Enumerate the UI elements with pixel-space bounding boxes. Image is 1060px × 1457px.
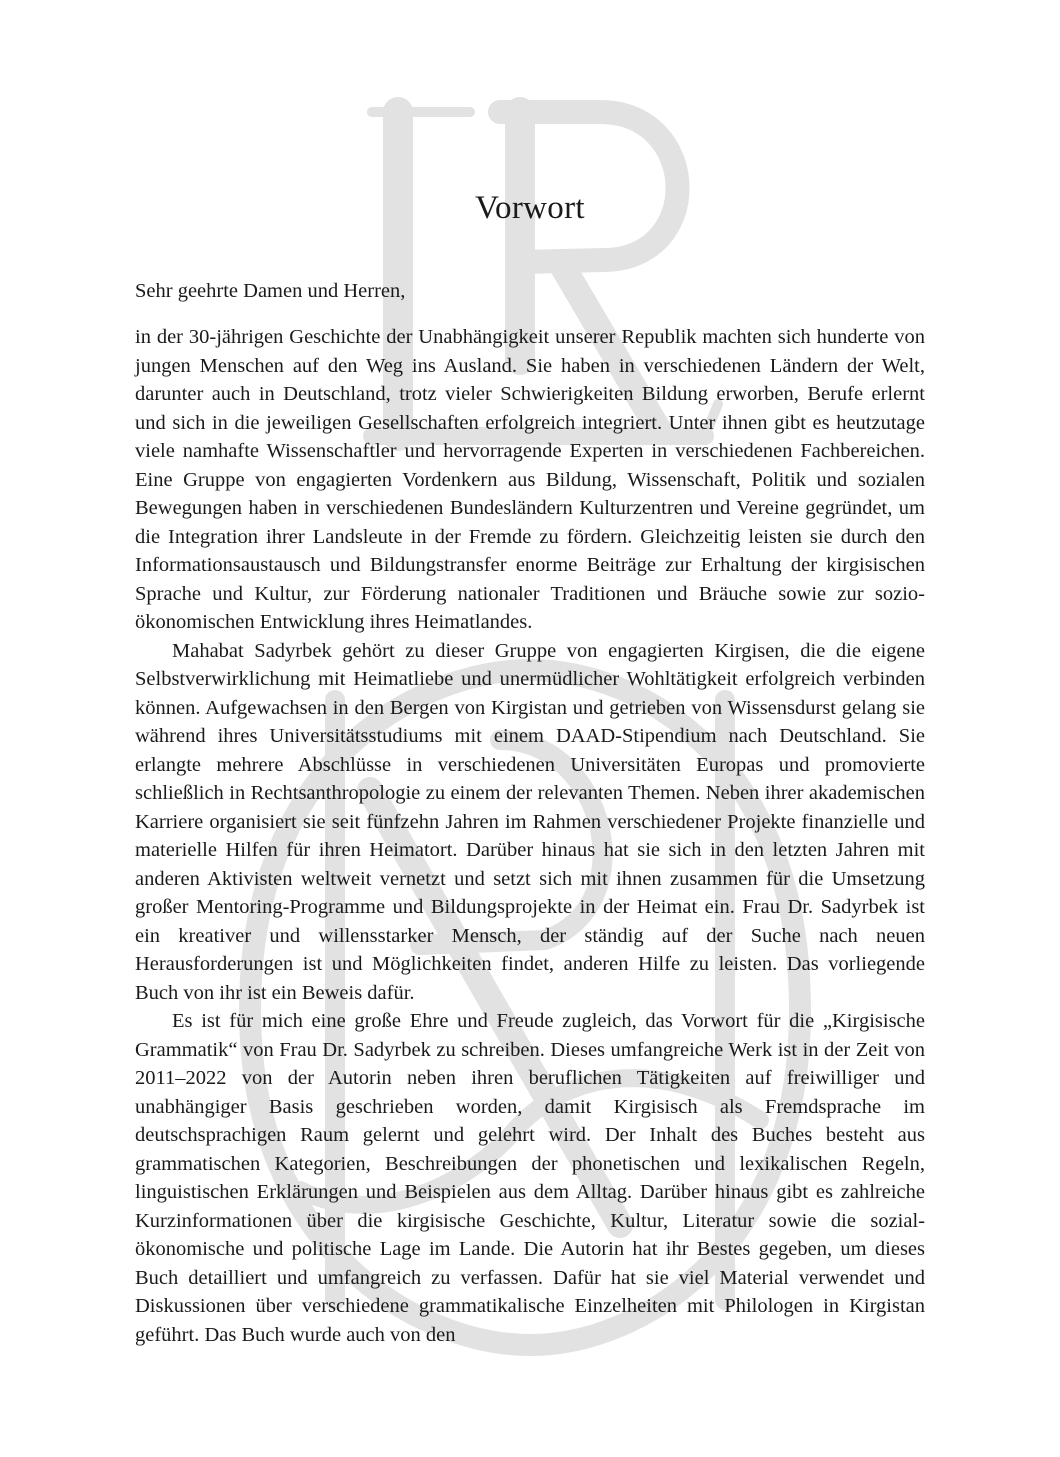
paragraph: Es ist für mich eine große Ehre und Freude zugleich, das Vorwort für die „Kirgisische Grammatik“ von Frau Dr. Sadyrbek zu schreiben. Dieses umfangreiche Werk ist in der Zeit von 2011–2022 von der Autorin neben ihren beruflichen Tätigkeiten auf freiwilliger und unabhängiger Basis geschrieben worden, damit Kirgisisch als Fremdsprache im deutschsprachigen Raum gelernt und gelehrt wird. Der Inhalt des Buches besteht aus grammatischen Kategorien, Beschreibungen der phonetischen und lexikalischen Regeln, linguistischen Erklärungen und Beispielen aus dem Alltag. Darüber hinaus gibt es zahlreiche Kurzinformationen über die kirgisische Geschichte, Kultur, Literatur sowie die sozial-ökonomische und politische Lage im Lande. Die Autorin hat ihr Bestes gegeben, um dieses Buch detailliert und umfangreich zu verfassen. Dafür hat sie viel Material verwendet und Diskussionen über verschiedene grammatikalische Einzelheiten mit Philologen in Kirgistan geführt. Das Buch wurde auch von den [135, 1010, 925, 1346]
body-text [135, 323, 925, 1349]
salutation: Sehr geehrte Damen und Herren, [135, 280, 406, 302]
page-title: Vorwort [475, 190, 585, 226]
paragraph: in der 30-jährigen Geschichte der Unabhängigkeit unserer Republik machten sich hunderte von jungen Menschen auf den Weg ins Ausland. Sie haben in verschiedenen Ländern der Welt, darunter auch in Deutschland, trotz vieler Schwierigkeiten Bildung erworben, Berufe erlernt und sich in die jeweiligen Gesellschaften erfolgreich integriert. Unter ihnen gibt es heutzutage viele namhafte Wissenschaftler und hervorragende Experten in verschiedenen Fachbereichen. Eine Gruppe von engagierten Vordenkern aus Bildung, Wissenschaft, Politik und sozialen Bewegungen haben in verschiedenen Bundesländern Kulturzentren und Vereine gegründet, um die Integration ihrer Landsleute in der Fremde zu fördern. Gleichzeitig leisten sie durch den Informationsaustausch und Bildungstransfer enorme Beiträge zur Erhaltung der kirgisischen Sprache und Kultur, zur Förderung nationaler Traditionen und Bräuche sowie zur sozio-ökonomischen Entwicklung ihres Heimatlandes. [135, 326, 925, 633]
paragraph: Mahabat Sadyrbek gehört zu dieser Gruppe von engagierten Kirgisen, die die eigene Selbstverwirklichung mit Heimatliebe und unermüdlicher Wohltätigkeit erfolgreich verbinden können. Aufgewachsen in den Bergen von Kirgistan und getrieben von Wissensdurst gelang sie während ihres Universitätsstudiums mit einem DAAD-Stipendium nach Deutschland. Sie erlangte mehrere Abschlüsse in verschiedenen Universitäten Europas und promovierte schließlich in Rechtsanthropologie zu einem der relevanten Themen. Neben ihrer akademischen Karriere organisiert sie seit fünfzehn Jahren im Rahmen verschiedener Projekte finanzielle und materielle Hilfen für ihren Heimatort. Darüber hinaus hat sie sich in den letzten Jahren mit anderen Aktivisten weltweit vernetzt und setzt sich mit ihnen zusammen für die Umsetzung großer Mentoring-Programme und Bildungsprojekte in der Heimat ein. Frau Dr. Sadyrbek ist ein kreativer und willensstarker Mensch, der ständig auf der Suche nach neuen Herausforderungen ist und Möglichkeiten findet, anderen Hilfe zu leisten. Das vorliegende Buch von ihr ist ein Beweis dafür. [135, 639, 925, 1004]
